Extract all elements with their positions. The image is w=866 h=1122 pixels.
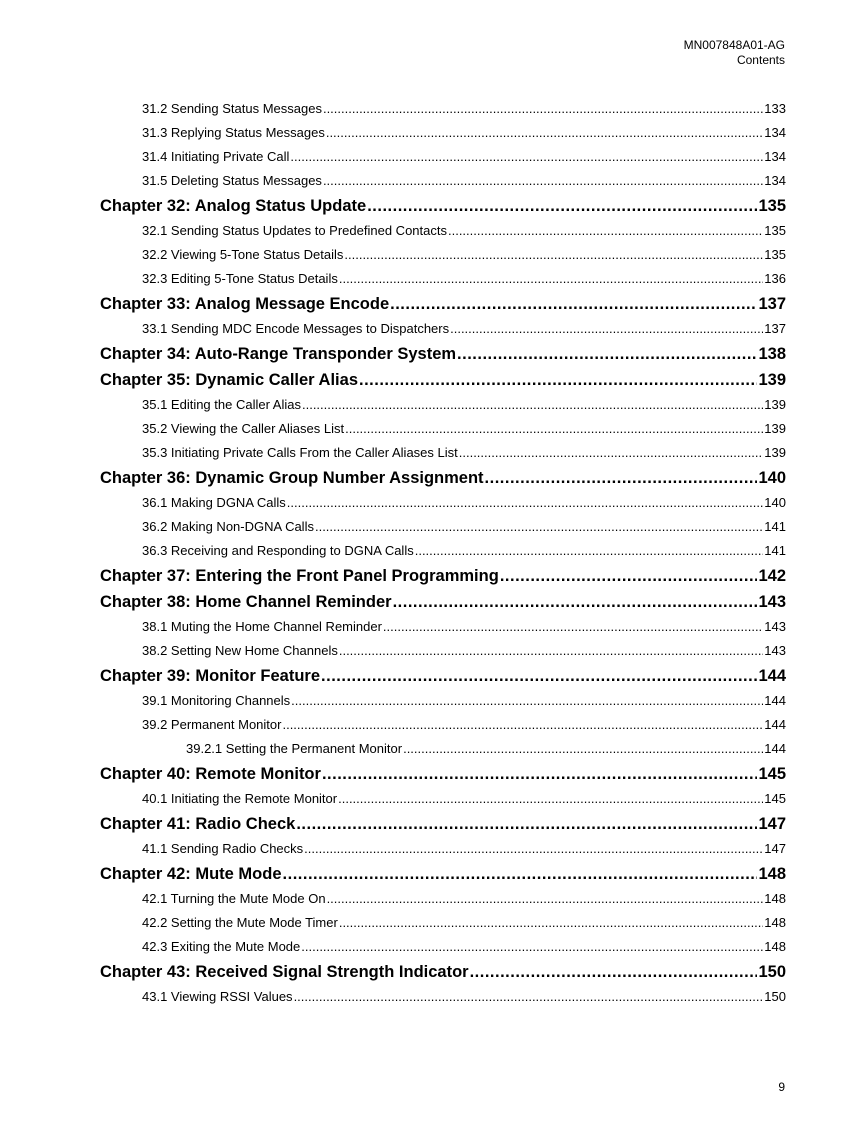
- toc-dot-leader: [294, 985, 764, 1009]
- toc-entry-title: 33.1 Sending MDC Encode Messages to Dispatchers: [142, 321, 450, 336]
- toc-entry-page: 148: [764, 891, 786, 906]
- toc-entry-title: 40.1 Initiating the Remote Monitor: [142, 791, 338, 806]
- toc-section-entry[interactable]: [100, 935, 786, 959]
- toc-entry-page: 138: [758, 345, 786, 363]
- toc-entry-title: Chapter 35: Dynamic Caller Alias: [100, 371, 358, 389]
- toc-dot-leader: [304, 837, 763, 861]
- toc-dot-leader: [291, 689, 763, 713]
- toc-entry-page: 139: [764, 397, 786, 412]
- toc-entry-title: 32.3 Editing 5-Tone Status Details: [142, 271, 338, 286]
- document-id: MN007848A01-AG: [683, 38, 785, 52]
- section-name: Contents: [736, 53, 785, 67]
- toc-dot-leader: [326, 121, 763, 145]
- toc-dot-leader: [302, 393, 763, 417]
- toc-entry-page: 145: [758, 765, 786, 783]
- toc-entry-page: 135: [764, 247, 786, 262]
- toc-entry-page: 150: [764, 989, 786, 1004]
- toc-entry-title: 36.2 Making Non-DGNA Calls: [142, 519, 314, 534]
- toc-dot-leader: [470, 959, 758, 985]
- toc-chapter-entry[interactable]: [100, 761, 786, 787]
- toc-entry-page: 142: [758, 567, 786, 585]
- toc-section-entry[interactable]: [100, 887, 786, 911]
- toc-section-entry[interactable]: [100, 515, 786, 539]
- toc-chapter-entry[interactable]: [100, 367, 786, 393]
- toc-entry-page: 135: [764, 223, 786, 238]
- toc-section-entry[interactable]: [100, 169, 786, 193]
- toc-dot-leader: [339, 639, 763, 663]
- toc-chapter-entry[interactable]: [100, 563, 786, 589]
- toc-dot-leader: [403, 737, 763, 761]
- toc-section-entry[interactable]: [100, 689, 786, 713]
- toc-dot-leader: [393, 589, 758, 615]
- toc-section-entry[interactable]: [100, 787, 786, 811]
- toc-entry-title: 32.1 Sending Status Updates to Predefined Contacts: [142, 223, 447, 238]
- toc-section-entry[interactable]: [100, 393, 786, 417]
- toc-chapter-entry[interactable]: [100, 959, 786, 985]
- toc-section-entry[interactable]: [100, 417, 786, 441]
- toc-dot-leader: [321, 663, 757, 689]
- toc-section-entry[interactable]: [100, 441, 786, 465]
- toc-dot-leader: [287, 491, 764, 515]
- toc-dot-leader: [323, 97, 763, 121]
- toc-chapter-entry[interactable]: [100, 861, 786, 887]
- toc-entry-page: 134: [764, 149, 786, 164]
- toc-entry-title: 31.5 Deleting Status Messages: [142, 173, 322, 188]
- toc-dot-leader: [448, 219, 763, 243]
- toc-entry-title: Chapter 43: Received Signal Strength Indicator: [100, 963, 469, 981]
- toc-dot-leader: [459, 441, 764, 465]
- toc-entry-page: 145: [764, 791, 786, 806]
- toc-dot-leader: [415, 539, 764, 563]
- toc-dot-leader: [450, 317, 763, 341]
- toc-dot-leader: [485, 465, 758, 491]
- toc-chapter-entry[interactable]: [100, 663, 786, 689]
- toc-entry-page: 141: [764, 519, 786, 534]
- toc-section-entry[interactable]: [100, 911, 786, 935]
- toc-dot-leader: [383, 615, 763, 639]
- toc-entry-title: 35.3 Initiating Private Calls From the Caller Aliases List: [142, 445, 458, 460]
- toc-section-entry[interactable]: [100, 615, 786, 639]
- toc-entry-page: 139: [764, 421, 786, 436]
- toc-entry-page: 147: [758, 815, 786, 833]
- toc-entry-title: 39.1 Monitoring Channels: [142, 693, 291, 708]
- toc-dot-leader: [344, 243, 763, 267]
- toc-dot-leader: [339, 267, 763, 291]
- toc-section-entry[interactable]: [100, 985, 786, 1009]
- toc-entry-title: 35.1 Editing the Caller Alias: [142, 397, 301, 412]
- toc-entry-title: Chapter 38: Home Channel Reminder: [100, 593, 392, 611]
- toc-dot-leader: [283, 861, 758, 887]
- toc-entry-page: 148: [764, 915, 786, 930]
- toc-dot-leader: [322, 761, 758, 787]
- toc-entry-page: 137: [758, 295, 786, 313]
- toc-entry-page: 144: [764, 717, 786, 732]
- toc-entry-page: 144: [758, 667, 786, 685]
- toc-dot-leader: [282, 713, 763, 737]
- toc-entry-title: 39.2.1 Setting the Permanent Monitor: [186, 741, 403, 756]
- toc-dot-leader: [296, 811, 757, 837]
- toc-entry-title: 42.3 Exiting the Mute Mode: [142, 939, 301, 954]
- toc-entry-page: 139: [764, 445, 786, 460]
- toc-dot-leader: [301, 935, 763, 959]
- toc-section-entry[interactable]: [100, 491, 786, 515]
- toc-dot-leader: [323, 169, 763, 193]
- toc-entry-title: Chapter 32: Analog Status Update: [100, 197, 367, 215]
- toc-section-entry[interactable]: [100, 243, 786, 267]
- toc-chapter-entry[interactable]: [100, 589, 786, 615]
- toc-section-entry[interactable]: [100, 219, 786, 243]
- toc-section-entry[interactable]: [100, 97, 786, 121]
- toc-subsection-entry[interactable]: [100, 737, 786, 761]
- toc-entry-page: 134: [764, 173, 786, 188]
- toc-dot-leader: [390, 291, 757, 317]
- toc-entry-page: 148: [764, 939, 786, 954]
- toc-entry-title: 36.1 Making DGNA Calls: [142, 495, 286, 510]
- toc-dot-leader: [500, 563, 758, 589]
- toc-entry-title: 38.1 Muting the Home Channel Reminder: [142, 619, 382, 634]
- toc-entry-title: Chapter 37: Entering the Front Panel Programming: [100, 567, 499, 585]
- toc-entry-page: 150: [758, 963, 786, 981]
- toc-dot-leader: [457, 341, 757, 367]
- toc-section-entry[interactable]: [100, 267, 786, 291]
- toc-section-entry[interactable]: [100, 317, 786, 341]
- toc-chapter-entry[interactable]: [100, 811, 786, 837]
- toc-entry-page: 148: [758, 865, 786, 883]
- toc-dot-leader: [315, 515, 763, 539]
- toc-entry-page: 140: [764, 495, 786, 510]
- toc-section-entry[interactable]: [100, 713, 786, 737]
- toc-entry-page: 144: [764, 741, 786, 756]
- toc-dot-leader: [339, 911, 763, 935]
- page-number: 9: [778, 1080, 785, 1094]
- toc-entry-title: 32.2 Viewing 5-Tone Status Details: [142, 247, 344, 262]
- toc-dot-leader: [338, 787, 763, 811]
- toc-dot-leader: [345, 417, 763, 441]
- toc-dot-leader: [367, 193, 757, 219]
- toc-entry-title: Chapter 40: Remote Monitor: [100, 765, 321, 783]
- toc-entry-page: 137: [764, 321, 786, 336]
- toc-entry-title: 39.2 Permanent Monitor: [142, 717, 282, 732]
- toc-entry-page: 141: [764, 543, 786, 558]
- toc-entry-title: 41.1 Sending Radio Checks: [142, 841, 304, 856]
- toc-entry-title: Chapter 33: Analog Message Encode: [100, 295, 390, 313]
- toc-entry-title: 31.2 Sending Status Messages: [142, 101, 322, 116]
- toc-entry-title: 42.2 Setting the Mute Mode Timer: [142, 915, 338, 930]
- toc-entry-title: Chapter 42: Mute Mode: [100, 865, 282, 883]
- toc-entry-page: 140: [758, 469, 786, 487]
- toc-entry-page: 143: [764, 619, 786, 634]
- toc-dot-leader: [359, 367, 757, 393]
- toc-entry-page: 136: [764, 271, 786, 286]
- toc-section-entry[interactable]: [100, 539, 786, 563]
- toc-dot-leader: [290, 145, 763, 169]
- toc-section-entry[interactable]: [100, 639, 786, 663]
- table-of-contents: [100, 97, 786, 1009]
- toc-entry-title: 31.3 Replying Status Messages: [142, 125, 325, 140]
- toc-entry-page: 143: [764, 643, 786, 658]
- toc-chapter-entry[interactable]: [100, 341, 786, 367]
- toc-section-entry[interactable]: [100, 837, 786, 861]
- toc-chapter-entry[interactable]: [100, 193, 786, 219]
- toc-entry-title: Chapter 39: Monitor Feature: [100, 667, 321, 685]
- toc-section-entry[interactable]: [100, 121, 786, 145]
- toc-chapter-entry[interactable]: [100, 291, 786, 317]
- toc-entry-title: 43.1 Viewing RSSI Values: [142, 989, 293, 1004]
- toc-entry-title: 35.2 Viewing the Caller Aliases List: [142, 421, 345, 436]
- page-header: [684, 38, 785, 68]
- toc-entry-page: 143: [758, 593, 786, 611]
- toc-entry-title: 42.1 Turning the Mute Mode On: [142, 891, 326, 906]
- toc-entry-page: 144: [764, 693, 786, 708]
- toc-section-entry[interactable]: [100, 145, 786, 169]
- toc-entry-page: 134: [764, 125, 786, 140]
- toc-entry-title: 31.4 Initiating Private Call: [142, 149, 290, 164]
- toc-entry-page: 139: [758, 371, 786, 389]
- toc-entry-page: 135: [758, 197, 786, 215]
- toc-dot-leader: [327, 887, 764, 911]
- toc-entry-title: 38.2 Setting New Home Channels: [142, 643, 338, 658]
- toc-entry-title: 36.3 Receiving and Responding to DGNA Calls: [142, 543, 414, 558]
- toc-entry-page: 147: [764, 841, 786, 856]
- toc-entry-title: Chapter 34: Auto-Range Transponder System: [100, 345, 457, 363]
- toc-chapter-entry[interactable]: [100, 465, 786, 491]
- toc-entry-page: 133: [764, 101, 786, 116]
- toc-entry-title: Chapter 36: Dynamic Group Number Assignment: [100, 469, 484, 487]
- toc-entry-title: Chapter 41: Radio Check: [100, 815, 296, 833]
